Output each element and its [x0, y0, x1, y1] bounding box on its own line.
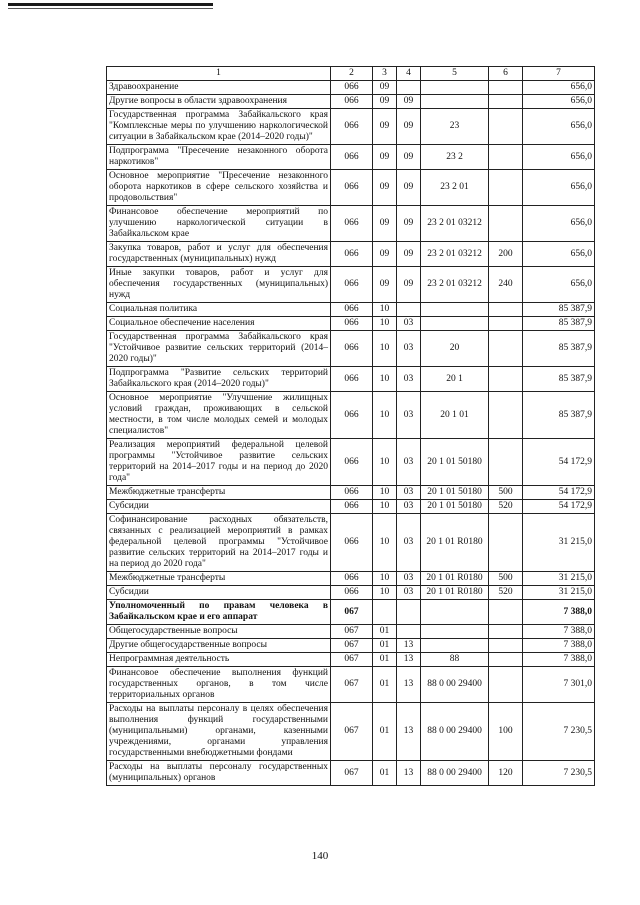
row-name-cell: Другие общегосударственные вопросы: [107, 639, 331, 653]
row-name-cell: Социальная политика: [107, 303, 331, 317]
row-section-cell: 09: [373, 145, 397, 170]
row-expense-type-cell: [489, 303, 523, 317]
row-expense-type-cell: [489, 439, 523, 486]
row-section-cell: 09: [373, 109, 397, 145]
row-name-cell: Социальное обеспечение населения: [107, 317, 331, 331]
row-expense-type-cell: [489, 170, 523, 206]
row-admin-code-cell: 067: [331, 667, 373, 703]
row-amount-cell: 656,0: [523, 242, 595, 267]
row-subsection-cell: 03: [397, 439, 421, 486]
row-amount-cell: 656,0: [523, 95, 595, 109]
row-section-cell: 09: [373, 206, 397, 242]
row-admin-code-cell: 066: [331, 242, 373, 267]
row-name-cell: Финансовое обеспечение выполнения функций государственных органов, в том числе территориальных органов: [107, 667, 331, 703]
row-amount-cell: 656,0: [523, 81, 595, 95]
row-target-article-cell: [421, 639, 489, 653]
row-expense-type-cell: [489, 514, 523, 572]
row-expense-type-cell: [489, 392, 523, 439]
row-amount-cell: 54 172,9: [523, 486, 595, 500]
table-row: [107, 625, 595, 639]
row-amount-cell: 54 172,9: [523, 439, 595, 486]
row-target-article-cell: 23 2 01 03212: [421, 242, 489, 267]
row-section-cell: 01: [373, 625, 397, 639]
row-name-cell: Межбюджетные трансферты: [107, 486, 331, 500]
row-admin-code-cell: 066: [331, 367, 373, 392]
row-subsection-cell: 03: [397, 392, 421, 439]
table-row: [107, 586, 595, 600]
row-target-article-cell: 20 1 01 50180: [421, 439, 489, 486]
row-section-cell: 10: [373, 331, 397, 367]
row-admin-code-cell: 066: [331, 586, 373, 600]
row-expense-type-cell: [489, 639, 523, 653]
row-target-article-cell: 88 0 00 29400: [421, 761, 489, 786]
row-target-article-cell: 20 1 01: [421, 392, 489, 439]
row-admin-code-cell: 066: [331, 392, 373, 439]
row-section-cell: 10: [373, 572, 397, 586]
table-row: [107, 206, 595, 242]
row-admin-code-cell: 066: [331, 109, 373, 145]
row-expense-type-cell: 100: [489, 703, 523, 761]
row-amount-cell: 31 215,0: [523, 586, 595, 600]
row-amount-cell: 31 215,0: [523, 572, 595, 586]
table-row: [107, 653, 595, 667]
row-expense-type-cell: 200: [489, 242, 523, 267]
row-section-cell: 01: [373, 703, 397, 761]
row-section-cell: 09: [373, 242, 397, 267]
row-subsection-cell: 03: [397, 317, 421, 331]
row-target-article-cell: [421, 95, 489, 109]
row-target-article-cell: 20 1: [421, 367, 489, 392]
row-subsection-cell: 09: [397, 206, 421, 242]
row-expense-type-cell: [489, 95, 523, 109]
row-subsection-cell: 13: [397, 703, 421, 761]
row-subsection-cell: [397, 303, 421, 317]
row-admin-code-cell: 066: [331, 572, 373, 586]
row-target-article-cell: 23 2: [421, 145, 489, 170]
table-row: [107, 95, 595, 109]
row-expense-type-cell: 240: [489, 267, 523, 303]
row-admin-code-cell: 066: [331, 95, 373, 109]
row-expense-type-cell: [489, 653, 523, 667]
row-name-cell: Подпрограмма "Пресечение незаконного оборота наркотиков": [107, 145, 331, 170]
row-name-cell: Здравоохранение: [107, 81, 331, 95]
row-expense-type-cell: [489, 317, 523, 331]
table-row: [107, 761, 595, 786]
row-name-cell: Реализация мероприятий федеральной целевой программы "Устойчивое развитие сельских территорий на 2014–2017 годы и на период до 2020 года": [107, 439, 331, 486]
row-section-cell: 01: [373, 639, 397, 653]
row-expense-type-cell: 120: [489, 761, 523, 786]
row-name-cell: Непрограммная деятельность: [107, 653, 331, 667]
table-row: [107, 109, 595, 145]
row-subsection-cell: 03: [397, 486, 421, 500]
row-admin-code-cell: 066: [331, 317, 373, 331]
table-row: [107, 317, 595, 331]
row-subsection-cell: 13: [397, 761, 421, 786]
header-col-3: 3: [373, 67, 397, 81]
row-target-article-cell: [421, 303, 489, 317]
row-name-cell: Другие вопросы в области здравоохранения: [107, 95, 331, 109]
header-col-5: 5: [421, 67, 489, 81]
row-name-cell: Основное мероприятие "Пресечение незаконного оборота наркотиков в сфере сельского хозяйства и продовольствия": [107, 170, 331, 206]
row-admin-code-cell: 067: [331, 625, 373, 639]
row-admin-code-cell: 067: [331, 653, 373, 667]
table-row: [107, 170, 595, 206]
row-name-cell: Общегосударственные вопросы: [107, 625, 331, 639]
row-name-cell: Иные закупки товаров, работ и услуг для обеспечения государственных (муниципальных) нужд: [107, 267, 331, 303]
row-subsection-cell: 03: [397, 331, 421, 367]
row-target-article-cell: 20 1 01 R0180: [421, 514, 489, 572]
row-section-cell: 09: [373, 267, 397, 303]
row-name-cell: Расходы на выплаты персоналу в целях обеспечения выполнения функций государственными (муниципальными) органами, казенными учреждениями, органами управления государственными внебюджетными фондами: [107, 703, 331, 761]
row-amount-cell: 656,0: [523, 109, 595, 145]
row-section-cell: 10: [373, 392, 397, 439]
row-name-cell: Расходы на выплаты персоналу государственных (муниципальных) органов: [107, 761, 331, 786]
row-amount-cell: 7 388,0: [523, 600, 595, 625]
row-target-article-cell: 20 1 01 R0180: [421, 586, 489, 600]
row-amount-cell: 85 387,9: [523, 303, 595, 317]
row-name-cell: Межбюджетные трансферты: [107, 572, 331, 586]
table-row: [107, 81, 595, 95]
row-name-cell: Подпрограмма "Развитие сельских территорий Забайкальского края (2014–2020 годы)": [107, 367, 331, 392]
row-name-cell: Закупка товаров, работ и услуг для обеспечения государственных (муниципальных) нужд: [107, 242, 331, 267]
header-col-4: 4: [397, 67, 421, 81]
table-row: [107, 486, 595, 500]
row-amount-cell: 7 388,0: [523, 653, 595, 667]
row-target-article-cell: 88 0 00 29400: [421, 703, 489, 761]
row-section-cell: [373, 600, 397, 625]
row-subsection-cell: [397, 625, 421, 639]
row-name-cell: Софинансирование расходных обязательств, связанных с реализацией мероприятий в рамках федеральной целевой программы "Устойчивое развитие сельских территорий на 2014–2017 годы и на период до 2020 года": [107, 514, 331, 572]
row-admin-code-cell: 066: [331, 500, 373, 514]
row-admin-code-cell: 066: [331, 81, 373, 95]
row-expense-type-cell: [489, 331, 523, 367]
row-expense-type-cell: 500: [489, 572, 523, 586]
row-subsection-cell: 09: [397, 95, 421, 109]
row-amount-cell: 656,0: [523, 206, 595, 242]
row-name-cell: Государственная программа Забайкальского края "Устойчивое развитие сельских территорий (2014–2020 годы)": [107, 331, 331, 367]
row-target-article-cell: [421, 625, 489, 639]
row-section-cell: 10: [373, 514, 397, 572]
row-name-cell: Финансовое обеспечение мероприятий по улучшению наркологической ситуации в Забайкальском крае: [107, 206, 331, 242]
row-name-cell: Субсидии: [107, 500, 331, 514]
row-section-cell: 10: [373, 486, 397, 500]
row-section-cell: 10: [373, 439, 397, 486]
row-amount-cell: 7 301,0: [523, 667, 595, 703]
row-expense-type-cell: [489, 667, 523, 703]
row-admin-code-cell: 066: [331, 267, 373, 303]
table-header-row: [107, 67, 595, 81]
row-target-article-cell: 20 1 01 50180: [421, 486, 489, 500]
row-admin-code-cell: 066: [331, 206, 373, 242]
table-row: [107, 500, 595, 514]
table-row: [107, 514, 595, 572]
row-target-article-cell: 23 2 01 03212: [421, 206, 489, 242]
row-amount-cell: 656,0: [523, 267, 595, 303]
row-target-article-cell: 88: [421, 653, 489, 667]
row-name-cell: Государственная программа Забайкальского края "Комплексные меры по улучшению наркологической ситуации в Забайкальском крае (2014–2020 годы)": [107, 109, 331, 145]
row-subsection-cell: [397, 81, 421, 95]
row-subsection-cell: 03: [397, 514, 421, 572]
row-subsection-cell: 03: [397, 586, 421, 600]
row-section-cell: 10: [373, 317, 397, 331]
row-admin-code-cell: 066: [331, 170, 373, 206]
row-amount-cell: 7 230,5: [523, 703, 595, 761]
page-number: 140: [311, 850, 329, 862]
row-admin-code-cell: 067: [331, 600, 373, 625]
header-col-2: 2: [331, 67, 373, 81]
row-target-article-cell: [421, 317, 489, 331]
row-expense-type-cell: [489, 600, 523, 625]
row-subsection-cell: 03: [397, 572, 421, 586]
budget-table: [106, 66, 595, 786]
header-col-6: 6: [489, 67, 523, 81]
row-admin-code-cell: 067: [331, 761, 373, 786]
row-amount-cell: 656,0: [523, 145, 595, 170]
row-target-article-cell: 23 2 01: [421, 170, 489, 206]
row-target-article-cell: 88 0 00 29400: [421, 667, 489, 703]
row-amount-cell: 85 387,9: [523, 392, 595, 439]
table-row: [107, 242, 595, 267]
table-row: [107, 331, 595, 367]
row-target-article-cell: [421, 600, 489, 625]
row-admin-code-cell: 067: [331, 639, 373, 653]
row-expense-type-cell: 500: [489, 486, 523, 500]
row-section-cell: 10: [373, 500, 397, 514]
table-row: [107, 600, 595, 625]
scan-artifact-line: [8, 8, 213, 9]
header-col-7: 7: [523, 67, 595, 81]
table-row: [107, 639, 595, 653]
row-target-article-cell: [421, 81, 489, 95]
row-expense-type-cell: [489, 625, 523, 639]
row-amount-cell: 85 387,9: [523, 367, 595, 392]
row-amount-cell: 85 387,9: [523, 317, 595, 331]
row-admin-code-cell: 066: [331, 486, 373, 500]
row-amount-cell: 656,0: [523, 170, 595, 206]
row-name-cell: Уполномоченный по правам человека в Забайкальском крае и его аппарат: [107, 600, 331, 625]
row-subsection-cell: 09: [397, 109, 421, 145]
row-amount-cell: 7 388,0: [523, 639, 595, 653]
row-expense-type-cell: 520: [489, 500, 523, 514]
row-admin-code-cell: 067: [331, 703, 373, 761]
row-section-cell: 09: [373, 170, 397, 206]
row-section-cell: 01: [373, 761, 397, 786]
row-target-article-cell: 20 1 01 R0180: [421, 572, 489, 586]
row-target-article-cell: 23 2 01 03212: [421, 267, 489, 303]
row-amount-cell: 7 230,5: [523, 761, 595, 786]
row-section-cell: 10: [373, 303, 397, 317]
row-target-article-cell: 20: [421, 331, 489, 367]
row-expense-type-cell: [489, 206, 523, 242]
row-subsection-cell: 09: [397, 145, 421, 170]
row-name-cell: Субсидии: [107, 586, 331, 600]
row-subsection-cell: 09: [397, 170, 421, 206]
table-row: [107, 667, 595, 703]
table-row: [107, 367, 595, 392]
row-subsection-cell: 09: [397, 242, 421, 267]
row-target-article-cell: 20 1 01 50180: [421, 500, 489, 514]
row-expense-type-cell: [489, 81, 523, 95]
row-expense-type-cell: [489, 145, 523, 170]
row-expense-type-cell: 520: [489, 586, 523, 600]
row-admin-code-cell: 066: [331, 439, 373, 486]
table-row: [107, 439, 595, 486]
header-col-1: 1: [107, 67, 331, 81]
scan-artifact-bar: [8, 3, 213, 6]
row-expense-type-cell: [489, 109, 523, 145]
row-section-cell: 10: [373, 586, 397, 600]
row-section-cell: 09: [373, 81, 397, 95]
table-row: [107, 572, 595, 586]
table-row: [107, 145, 595, 170]
row-expense-type-cell: [489, 367, 523, 392]
row-admin-code-cell: 066: [331, 331, 373, 367]
row-amount-cell: 31 215,0: [523, 514, 595, 572]
row-target-article-cell: 23: [421, 109, 489, 145]
row-subsection-cell: 03: [397, 367, 421, 392]
row-subsection-cell: 03: [397, 500, 421, 514]
row-admin-code-cell: 066: [331, 514, 373, 572]
row-name-cell: Основное мероприятие "Улучшение жилищных условий граждан, проживающих в сельской местности, в том числе молодых семей и молодых специалистов": [107, 392, 331, 439]
row-subsection-cell: 13: [397, 639, 421, 653]
row-subsection-cell: 13: [397, 667, 421, 703]
row-subsection-cell: [397, 600, 421, 625]
table-row: [107, 303, 595, 317]
row-subsection-cell: 13: [397, 653, 421, 667]
row-section-cell: 09: [373, 95, 397, 109]
table-row: [107, 267, 595, 303]
table-row: [107, 392, 595, 439]
row-amount-cell: 54 172,9: [523, 500, 595, 514]
table-row: [107, 703, 595, 761]
row-section-cell: 01: [373, 653, 397, 667]
row-amount-cell: 7 388,0: [523, 625, 595, 639]
row-section-cell: 01: [373, 667, 397, 703]
row-admin-code-cell: 066: [331, 145, 373, 170]
row-admin-code-cell: 066: [331, 303, 373, 317]
row-amount-cell: 85 387,9: [523, 331, 595, 367]
row-subsection-cell: 09: [397, 267, 421, 303]
row-section-cell: 10: [373, 367, 397, 392]
